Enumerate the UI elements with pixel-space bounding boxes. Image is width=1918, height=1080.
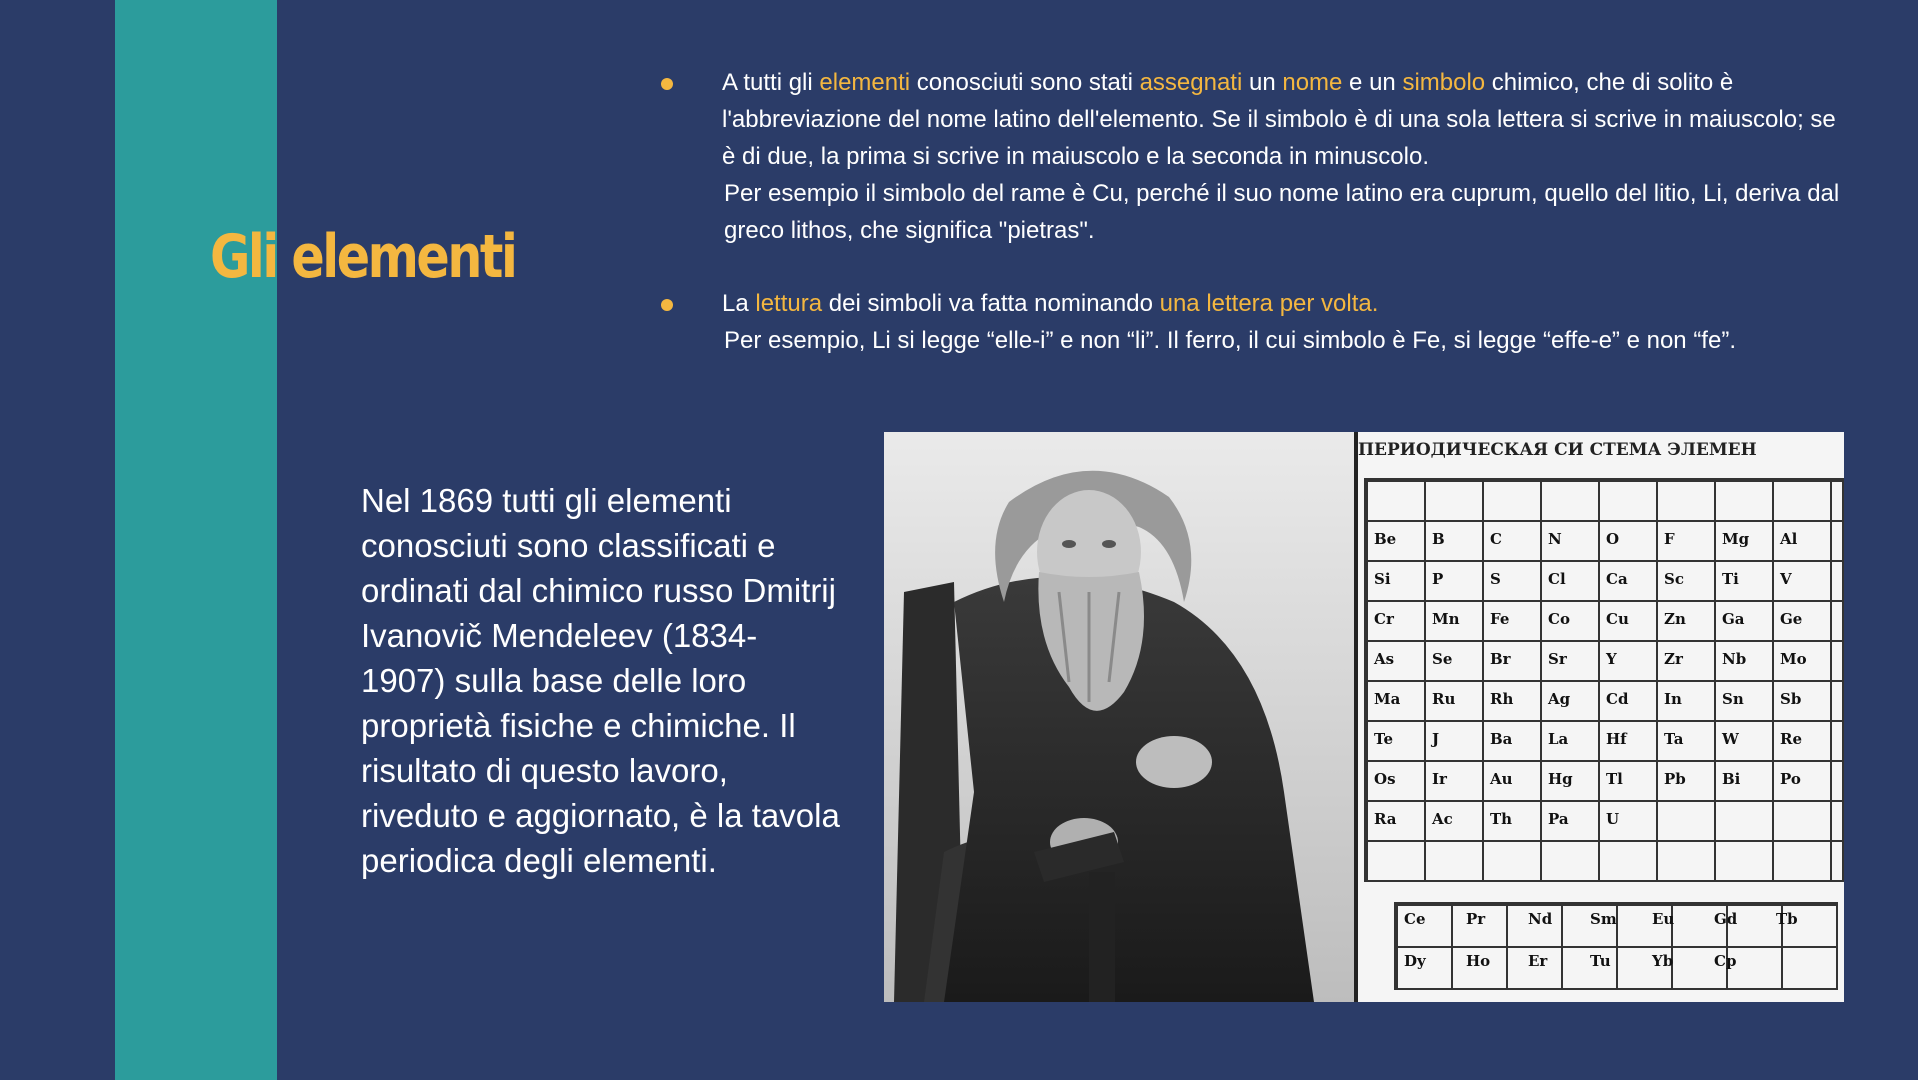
bullet-segment: chimico, che di solito è l'abbreviazione del nome latino dell'elemento. Se il simbolo è di una sola lettera si scrive in maiuscolo; se è di due, la prima si scrive in maiuscolo e la seconda in minuscolo. xyxy=(722,69,1836,170)
periodic-cell: In xyxy=(1664,690,1682,708)
bullet-text-1 xyxy=(722,69,1836,170)
periodic-cell: Fe xyxy=(1490,610,1510,628)
periodic-cell: Os xyxy=(1374,770,1396,788)
bullet-highlight: nome xyxy=(1282,69,1343,96)
periodic-cell: Pr xyxy=(1466,910,1486,928)
periodic-cell: Ga xyxy=(1722,610,1745,628)
periodic-cell: As xyxy=(1374,650,1395,668)
bullet-highlight: simbolo xyxy=(1402,69,1486,96)
periodic-cell: Br xyxy=(1490,650,1511,668)
periodic-cell: Sr xyxy=(1548,650,1567,668)
periodic-cell: C xyxy=(1490,530,1502,548)
periodic-cell: Ce xyxy=(1404,910,1426,928)
periodic-cell: Zr xyxy=(1664,650,1683,668)
periodic-cell: Ca xyxy=(1606,570,1628,588)
bullet-dot-icon xyxy=(661,78,673,90)
periodic-cell: Sm xyxy=(1590,910,1617,928)
mendeleev-portrait-image xyxy=(884,432,1354,1002)
periodic-cell: Tb xyxy=(1776,910,1798,928)
bullet-highlight: una lettera per volta. xyxy=(1159,290,1379,317)
periodic-cell: Ra xyxy=(1374,810,1397,828)
periodic-cell: Ge xyxy=(1780,610,1803,628)
periodic-cell: Zn xyxy=(1664,610,1686,628)
periodic-cell: Yb xyxy=(1652,952,1674,970)
periodic-cell: Ti xyxy=(1722,570,1739,588)
bullet-segment: conosciuti sono stati xyxy=(910,69,1140,96)
periodic-cell: Hg xyxy=(1548,770,1573,788)
bullet-segment: dei simboli va fatta nominando xyxy=(822,290,1160,317)
periodic-table-grid xyxy=(1364,478,1844,882)
periodic-cell: Eu xyxy=(1652,910,1675,928)
periodic-cell: Mo xyxy=(1780,650,1807,668)
periodic-cell: Cd xyxy=(1606,690,1629,708)
mendeleev-paragraph: Nel 1869 tutti gli elementi conosciuti sono classificati e ordinati dal chimico russo Dmitrij Ivanovič Mendeleev (1834-1907) sulla base delle loro proprietà fisiche e chimiche. Il risultato di questo lavoro, riveduto e aggiornato, è la tavola periodica degli elementi. xyxy=(361,482,840,879)
periodic-cell: J xyxy=(1432,730,1440,748)
periodic-cell: Re xyxy=(1780,730,1803,748)
periodic-cell: Sb xyxy=(1780,690,1802,708)
periodic-cell: W xyxy=(1722,730,1739,748)
periodic-cell: Cp xyxy=(1714,952,1737,970)
periodic-cell: Cl xyxy=(1548,570,1566,588)
periodic-cell: Sc xyxy=(1664,570,1684,588)
periodic-cell: Bi xyxy=(1722,770,1741,788)
periodic-cell: Th xyxy=(1490,810,1513,828)
periodic-cell: Ag xyxy=(1548,690,1571,708)
periodic-table-lanthanides xyxy=(1394,902,1838,990)
periodic-cell: Se xyxy=(1432,650,1453,668)
periodic-cell: Ru xyxy=(1432,690,1456,708)
periodic-cell: Dy xyxy=(1404,952,1426,970)
bullet-list xyxy=(655,64,1855,359)
periodic-cell: Rh xyxy=(1490,690,1514,708)
periodic-cell: Si xyxy=(1374,570,1391,588)
bullet-example-1: Per esempio il simbolo del rame è Cu, perché il suo nome latino era cuprum, quello del litio, Li, deriva dal greco lithos, che significa "pietras". xyxy=(724,180,1840,244)
teal-side-bar xyxy=(115,0,277,1080)
periodic-cell: P xyxy=(1432,570,1444,588)
bullet-highlight: elementi xyxy=(819,69,911,96)
periodic-cell: Mn xyxy=(1432,610,1460,628)
bullet-text-2 xyxy=(722,290,1378,317)
bullet-highlight: lettura xyxy=(755,290,823,317)
periodic-cell: O xyxy=(1606,530,1620,548)
periodic-cell: Er xyxy=(1528,952,1548,970)
periodic-cell: Ba xyxy=(1490,730,1513,748)
slide-title: Gli elementi xyxy=(210,222,516,292)
periodic-cell: Ta xyxy=(1664,730,1684,748)
bullet-example-2: Per esempio, Li si legge “elle-i” e non “li”. Il ferro, il cui simbolo è Fe, si legge “effe-e” e non “fe”. xyxy=(724,327,1736,354)
periodic-cell: Nd xyxy=(1528,910,1553,928)
periodic-cell: N xyxy=(1548,530,1562,548)
periodic-cell: Mg xyxy=(1722,530,1750,548)
periodic-cell: Be xyxy=(1374,530,1397,548)
bullet-item-2 xyxy=(655,285,1855,359)
periodic-cell: Pa xyxy=(1548,810,1569,828)
periodic-cell: Tu xyxy=(1590,952,1611,970)
periodic-cell: Cr xyxy=(1374,610,1394,628)
periodic-cell: Au xyxy=(1490,770,1513,788)
periodic-cell: Ir xyxy=(1432,770,1447,788)
periodic-cell: Co xyxy=(1548,610,1570,628)
mendeleev-photo-figure xyxy=(884,432,1844,1002)
periodic-cell: Ho xyxy=(1466,952,1491,970)
periodic-cell: Nb xyxy=(1722,650,1747,668)
bullet-segment: La xyxy=(722,290,756,317)
bullet-segment: un xyxy=(1242,69,1283,96)
periodic-cell: Y xyxy=(1606,650,1617,668)
periodic-cell: Te xyxy=(1374,730,1393,748)
periodic-cell: Pb xyxy=(1664,770,1686,788)
periodic-cell: Po xyxy=(1780,770,1801,788)
periodic-cell: Tl xyxy=(1606,770,1623,788)
bullet-segment: e un xyxy=(1342,69,1403,96)
periodic-cell: S xyxy=(1490,570,1501,588)
bullet-highlight: assegnati xyxy=(1139,69,1243,96)
periodic-cell: Al xyxy=(1780,530,1798,548)
periodic-cell: Ac xyxy=(1432,810,1453,828)
periodic-cell: Gd xyxy=(1714,910,1738,928)
periodic-cell: Cu xyxy=(1606,610,1629,628)
periodic-cell: B xyxy=(1432,530,1445,548)
periodic-cell: Ma xyxy=(1374,690,1401,708)
periodic-table-image xyxy=(1354,432,1844,1002)
periodic-cell: F xyxy=(1664,530,1675,548)
periodic-cell: Sn xyxy=(1722,690,1744,708)
periodic-table-header: ПЕРИОДИЧЕСКАЯ СИ СТЕМА ЭЛЕМЕН xyxy=(1358,440,1757,460)
portrait-drawing xyxy=(884,432,1354,1002)
bullet-segment: A tutti gli xyxy=(722,69,820,96)
bullet-dot-icon xyxy=(661,299,673,311)
bullet-item-1 xyxy=(655,64,1855,249)
periodic-cell: Hf xyxy=(1606,730,1627,748)
periodic-cell: La xyxy=(1548,730,1569,748)
periodic-cell: V xyxy=(1780,570,1792,588)
periodic-cell: U xyxy=(1606,810,1620,828)
